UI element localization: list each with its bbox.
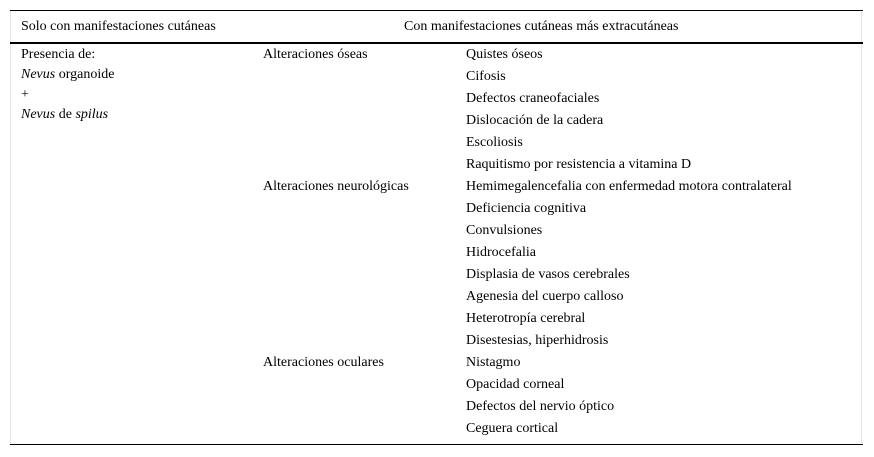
list-item: Opacidad corneal <box>466 377 565 392</box>
list-item: Defectos craneofaciales <box>466 91 600 106</box>
list-item: Cifosis <box>466 69 506 84</box>
group-label-neuro: Alteraciones neurológicas <box>263 179 409 194</box>
list-item: Defectos del nervio óptico <box>466 399 615 414</box>
group-label-ocular: Alteraciones oculares <box>263 355 384 370</box>
nevus-term: Nevus <box>21 107 56 122</box>
header-cutaneous-plus-extracutaneous: Con manifestaciones cutáneas más extracutáneas <box>404 19 679 34</box>
nevus-term: Nevus <box>21 67 56 82</box>
organoide-text: organoide <box>55 67 115 82</box>
group-label-bone: Alteraciones óseas <box>263 47 368 62</box>
list-item: Displasia de vasos cerebrales <box>466 267 630 282</box>
list-item: Agenesia del cuerpo calloso <box>466 289 624 304</box>
list-item: Dislocación de la cadera <box>466 113 604 128</box>
table-top-rule <box>10 10 863 11</box>
nevus-spilus-line <box>21 105 114 125</box>
spilus-term: spilus <box>75 107 109 122</box>
de-text: de <box>55 107 76 122</box>
list-item: Escoliosis <box>466 135 523 150</box>
list-item: Raquitismo por resistencia a vitamina D <box>466 157 692 172</box>
presence-label: Presencia de: <box>21 47 96 62</box>
list-item: Ceguera cortical <box>466 421 559 436</box>
list-item: Hidrocefalia <box>466 245 536 260</box>
list-item: Quistes óseos <box>466 47 543 62</box>
list-item: Heterotropía cerebral <box>466 311 586 326</box>
nevus-organoide-line <box>21 65 114 85</box>
list-item: Disestesias, hiperhidrosis <box>466 333 609 348</box>
cutaneous-only-cell <box>21 45 114 125</box>
table-bottom-rule <box>10 444 863 445</box>
list-item: Hemimegalencefalia con enfermedad motora contralateral <box>466 179 792 194</box>
plus-sign: + <box>21 87 29 102</box>
list-item: Nistagmo <box>466 355 521 370</box>
manifestations-list <box>466 44 792 440</box>
list-item: Deficiencia cognitiva <box>466 201 587 216</box>
header-cutaneous-only: Solo con manifestaciones cutáneas <box>21 19 216 34</box>
list-item: Convulsiones <box>466 223 543 238</box>
